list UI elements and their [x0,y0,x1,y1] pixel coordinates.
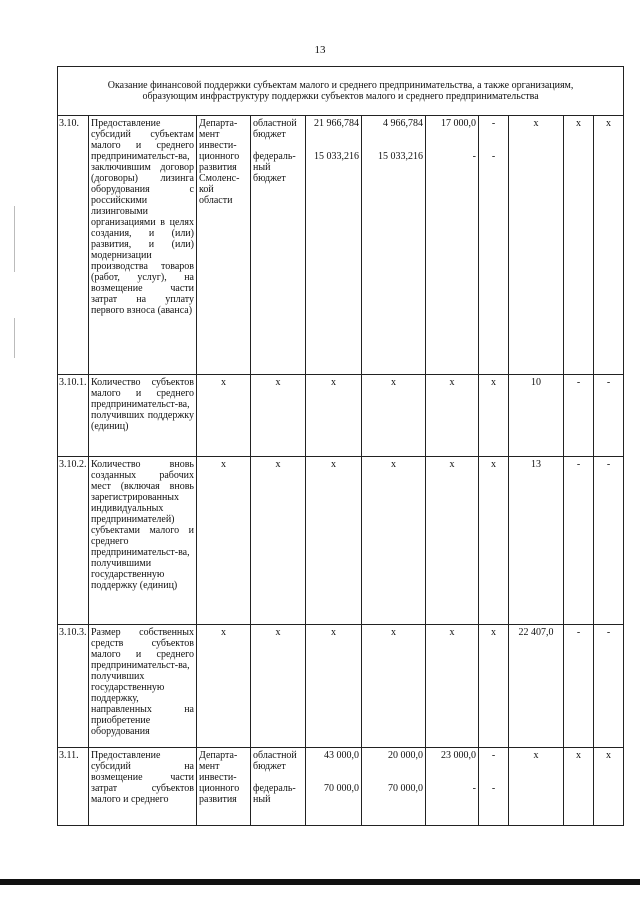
item-name: Предоставление субсидий субъектам малого и среднего предпринимательст-ва, заключившим договор (договоры) лизинга оборудования с российскими лизинговыми организациями в целях создания, и (или) развития, и (или) модернизации производства товаров (работ, услуг), на возмещение части затрат на уплату первого взноса (аванса) [89,116,197,375]
page-number: 13 [314,44,326,56]
item-name: Предоставление субсидий на возмещение части затрат субъектов малого и среднего [89,748,197,826]
funding-source-cell-line: федераль- [253,151,296,162]
year1-amount-cell [362,748,426,826]
funding-source-cell-line: областной [253,750,297,761]
total-amount-cell [306,375,362,457]
executor-cell-line: мент [199,761,220,772]
year3-amount-cell-line: - [491,151,496,162]
funding-source-cell [251,116,306,375]
total-amount-cell-line: х [331,377,336,388]
scan-artifact-line [14,318,15,358]
year1-amount-cell-line [364,129,423,140]
item-number: 3.10.2. [58,457,89,625]
total-amount-cell-line: 43 000,0 [324,750,359,761]
indicator-year1-cell: х [509,748,564,826]
year2-amount-cell-line [428,129,476,140]
funding-source-cell-line: бюджет [253,129,286,140]
table-row [58,375,624,457]
funding-source-cell-line: федераль- [253,783,296,794]
total-amount-cell [306,748,362,826]
executor-cell-line: х [221,459,226,470]
executor-cell-line: развития [199,162,237,173]
year2-amount-cell-line: 17 000,0 [441,118,476,129]
year3-amount-cell-line: - [491,783,496,794]
executor-cell-line: мент [199,129,220,140]
year3-amount-cell-line: х [491,377,496,388]
year2-amount-cell [426,375,479,457]
funding-source-cell-line [253,140,303,151]
indicator-year2-cell: - [564,457,594,625]
indicator-year3-cell: х [594,116,624,375]
table-row [58,748,624,826]
table-row [58,116,624,375]
year3-amount-cell-line [481,761,506,772]
indicator-year3-cell: - [594,457,624,625]
year3-amount-cell-line: - [491,118,496,129]
item-name: Количество субъектов малого и среднего предпринимательст-ва, получивших поддержку (единиц) [89,375,197,457]
executor-cell-line: Смоленс- [199,173,240,184]
funding-source-cell-line: х [275,627,281,638]
year2-amount-cell-line [428,761,476,772]
funding-source-cell-line: ный [253,794,271,805]
total-amount-cell-line: 21 966,784 [314,118,359,129]
year2-amount-cell-line [428,140,476,151]
table-row [58,625,624,748]
year1-amount-cell-line: 15 033,216 [378,151,423,162]
indicator-year3-cell: - [594,625,624,748]
executor-cell-line: х [221,377,226,388]
year1-amount-cell-line: х [391,627,396,638]
year1-amount-cell-line: 4 966,784 [383,118,423,129]
funding-source-cell-line: областной [253,118,297,129]
year1-amount-cell-line [364,140,423,151]
year1-amount-cell [362,457,426,625]
year3-amount-cell [479,116,509,375]
year2-amount-cell-line: х [449,627,455,638]
year3-amount-cell-line: х [491,459,496,470]
funding-source-cell-line: ный [253,162,271,173]
item-number: 3.10.1. [58,375,89,457]
year3-amount-cell-line [481,772,506,783]
indicator-year2-cell: х [564,748,594,826]
total-amount-cell-line [308,772,359,783]
indicator-year3-cell: - [594,375,624,457]
total-amount-cell-line: 70 000,0 [324,783,359,794]
total-amount-cell [306,116,362,375]
year1-amount-cell-line [364,772,423,783]
total-amount-cell [306,625,362,748]
year2-amount-cell-line: 23 000,0 [441,750,476,761]
funding-source-cell-line [253,772,303,783]
executor-cell-line: ционного [199,783,240,794]
funding-source-cell [251,457,306,625]
year1-amount-cell-line [364,761,423,772]
executor-cell [197,748,251,826]
executor-cell-line: Департа- [199,118,238,129]
table-row [58,457,624,625]
funding-source-cell-line: х [275,377,281,388]
year2-amount-cell-line: х [449,459,455,470]
executor-cell-line: развития [199,794,237,805]
total-amount-cell-line [308,761,359,772]
year2-amount-cell [426,116,479,375]
program-table [57,66,624,826]
total-amount-cell-line: х [331,459,336,470]
year2-amount-cell-line [428,772,476,783]
total-amount-cell-line: 15 033,216 [314,151,359,162]
indicator-year1-cell: 22 407,0 [509,625,564,748]
executor-cell-line: Департа- [199,750,238,761]
executor-cell [197,457,251,625]
funding-source-cell-line: бюджет [253,761,286,772]
year3-amount-cell [479,375,509,457]
year3-amount-cell [479,457,509,625]
year3-amount-cell [479,748,509,826]
year1-amount-cell-line: 70 000,0 [388,783,423,794]
scan-artifact-line [14,206,15,272]
year2-amount-cell [426,457,479,625]
funding-source-cell [251,375,306,457]
executor-cell-line: ционного [199,151,240,162]
executor-cell-line: области [199,195,233,206]
year2-amount-cell [426,625,479,748]
section-header: Оказание финансовой поддержки субъектам малого и среднего предпринимательства, а также организациям, образующим инфраструктуру поддержки субъектов малого и среднего предпринимательства [58,67,624,116]
executor-cell-line: х [221,627,226,638]
year3-amount-cell-line: х [491,627,496,638]
indicator-year2-cell: - [564,625,594,748]
executor-cell-line: инвести- [199,772,237,783]
funding-source-cell [251,625,306,748]
year2-amount-cell-line: - [472,151,476,162]
total-amount-cell [306,457,362,625]
year3-amount-cell-line [481,129,506,140]
total-amount-cell-line [308,129,359,140]
year3-amount-cell [479,625,509,748]
year2-amount-cell-line: х [449,377,455,388]
item-number: 3.10.3. [58,625,89,748]
indicator-year1-cell: х [509,116,564,375]
year2-amount-cell [426,748,479,826]
indicator-year3-cell: х [594,748,624,826]
item-number: 3.10. [58,116,89,375]
executor-cell [197,625,251,748]
item-name: Количество вновь созданных рабочих мест (включая вновь зарегистрированных индивидуальных предпринимателей) субъектами малого и среднего предпринимательст-ва, получившими государственную поддержку (единиц) [89,457,197,625]
executor-cell-line: кой [199,184,214,195]
funding-source-cell-line: х [275,459,281,470]
indicator-year1-cell: 10 [509,375,564,457]
executor-cell-line: инвести- [199,140,237,151]
executor-cell [197,116,251,375]
indicator-year2-cell: - [564,375,594,457]
year1-amount-cell [362,116,426,375]
item-name: Размер собственных средств субъектов малого и среднего предпринимательст-ва, получивших государственную поддержку, направленных на приобретение оборудования [89,625,197,748]
year1-amount-cell-line: 20 000,0 [388,750,423,761]
indicator-year1-cell: 13 [509,457,564,625]
total-amount-cell-line [308,140,359,151]
indicator-year2-cell: х [564,116,594,375]
funding-source-cell-line: бюджет [253,173,286,184]
total-amount-cell-line: х [331,627,336,638]
year1-amount-cell-line: х [391,377,396,388]
year2-amount-cell-line: - [472,783,476,794]
year1-amount-cell [362,375,426,457]
executor-cell [197,375,251,457]
item-number: 3.11. [58,748,89,826]
bottom-border [0,879,640,885]
year1-amount-cell [362,625,426,748]
year3-amount-cell-line [481,140,506,151]
year1-amount-cell-line: х [391,459,396,470]
funding-source-cell [251,748,306,826]
section-header-row [58,67,624,116]
year3-amount-cell-line: - [491,750,496,761]
